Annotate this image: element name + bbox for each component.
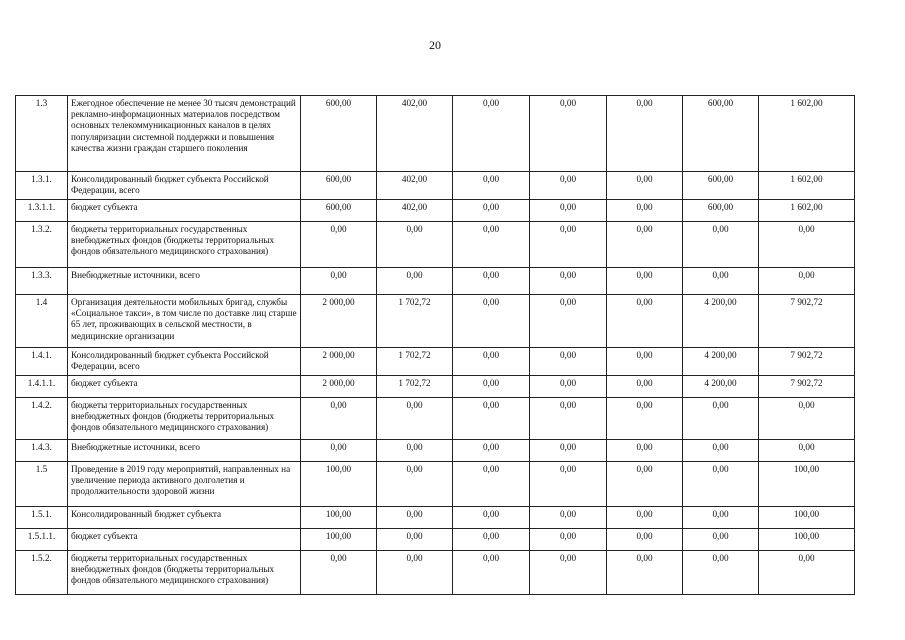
cell-value: 0,00 [377,462,453,507]
row-name: Организация деятельности мобильных бригад, службы «Социальное такси», в том числе по доставке лиц старше 65 лет, проживающих в сельской местности, в медицинские организации [68,295,301,348]
cell-value: 100,00 [301,529,377,551]
cell-value: 0,00 [530,440,607,462]
budget-table [15,95,855,595]
row-name: Внебюджетные источники, всего [68,440,301,462]
cell-value: 0,00 [453,507,530,529]
cell-value: 0,00 [530,200,607,222]
cell-value: 0,00 [683,551,759,595]
cell-value: 0,00 [530,96,607,172]
cell-value: 0,00 [607,507,683,529]
table-row [16,376,855,398]
row-name: Проведение в 2019 году мероприятий, направленных на увеличение периода активного долголетия и продолжительности здоровой жизни [68,462,301,507]
cell-value: 0,00 [301,222,377,268]
cell-value: 600,00 [301,200,377,222]
cell-value: 0,00 [301,440,377,462]
cell-value: 0,00 [607,268,683,295]
row-code: 1.4.2. [16,398,68,440]
table-row [16,551,855,595]
cell-value: 0,00 [607,172,683,200]
cell-value: 0,00 [607,398,683,440]
row-name: Ежегодное обеспечение не менее 30 тысяч демонстраций рекламно-информационных материалов посредством основных телекоммуникационных каналов в целях популяризации системной поддержки и повышения качества жизни граждан старшего поколения [68,96,301,172]
row-name: Консолидированный бюджет субъекта Российской Федерации, всего [68,172,301,200]
cell-value: 0,00 [530,551,607,595]
cell-value: 0,00 [607,529,683,551]
cell-value: 1 602,00 [759,200,855,222]
cell-value: 100,00 [759,462,855,507]
cell-value: 0,00 [377,222,453,268]
row-name: Консолидированный бюджет субъекта [68,507,301,529]
cell-value: 0,00 [683,398,759,440]
cell-value: 2 000,00 [301,295,377,348]
cell-value: 0,00 [759,440,855,462]
cell-value: 0,00 [683,529,759,551]
row-code: 1.5.1.1. [16,529,68,551]
cell-value: 1 702,72 [377,376,453,398]
row-code: 1.3.1.1. [16,200,68,222]
cell-value: 0,00 [453,440,530,462]
cell-value: 0,00 [530,268,607,295]
table-row [16,268,855,295]
row-name: бюджет субъекта [68,529,301,551]
cell-value: 0,00 [607,376,683,398]
table-row [16,398,855,440]
cell-value: 2 000,00 [301,348,377,376]
cell-value: 100,00 [301,462,377,507]
row-code: 1.4.1. [16,348,68,376]
row-code: 1.3.3. [16,268,68,295]
table-row [16,222,855,268]
cell-value: 100,00 [301,507,377,529]
row-code: 1.4 [16,295,68,348]
row-name: бюджеты территориальных государственных внебюджетных фондов (бюджеты территориальных фондов обязательного медицинского страхования) [68,398,301,440]
cell-value: 1 602,00 [759,96,855,172]
cell-value: 0,00 [377,507,453,529]
cell-value: 4 200,00 [683,295,759,348]
table-row [16,200,855,222]
cell-value: 7 902,72 [759,376,855,398]
row-code: 1.4.1.1. [16,376,68,398]
cell-value: 0,00 [530,172,607,200]
cell-value: 100,00 [759,507,855,529]
cell-value: 0,00 [530,507,607,529]
cell-value: 0,00 [301,398,377,440]
row-code: 1.5.2. [16,551,68,595]
cell-value: 0,00 [607,462,683,507]
cell-value: 0,00 [453,376,530,398]
table-row [16,96,855,172]
cell-value: 0,00 [607,551,683,595]
cell-value: 0,00 [683,222,759,268]
cell-value: 0,00 [530,529,607,551]
cell-value: 0,00 [683,440,759,462]
cell-value: 7 902,72 [759,295,855,348]
cell-value: 0,00 [607,96,683,172]
table-row [16,440,855,462]
cell-value: 0,00 [301,551,377,595]
cell-value: 600,00 [301,172,377,200]
page-number: 20 [429,38,441,52]
cell-value: 600,00 [683,200,759,222]
table-body [16,96,855,595]
cell-value: 0,00 [759,398,855,440]
cell-value: 0,00 [530,295,607,348]
cell-value: 2 000,00 [301,376,377,398]
cell-value: 0,00 [453,295,530,348]
cell-value: 0,00 [453,268,530,295]
table-row [16,172,855,200]
cell-value: 402,00 [377,200,453,222]
cell-value: 0,00 [607,348,683,376]
row-code: 1.5 [16,462,68,507]
cell-value: 0,00 [453,200,530,222]
row-code: 1.3.1. [16,172,68,200]
row-code: 1.4.3. [16,440,68,462]
cell-value: 1 602,00 [759,172,855,200]
cell-value: 0,00 [683,507,759,529]
cell-value: 600,00 [301,96,377,172]
cell-value: 0,00 [453,529,530,551]
cell-value: 0,00 [759,551,855,595]
cell-value: 0,00 [377,268,453,295]
table-row [16,295,855,348]
cell-value: 0,00 [607,222,683,268]
cell-value: 600,00 [683,96,759,172]
row-code: 1.3.2. [16,222,68,268]
cell-value: 0,00 [607,295,683,348]
cell-value: 0,00 [530,348,607,376]
cell-value: 0,00 [683,268,759,295]
row-name: бюджеты территориальных государственных внебюджетных фондов (бюджеты территориальных фондов обязательного медицинского страхования) [68,551,301,595]
cell-value: 100,00 [759,529,855,551]
cell-value: 0,00 [453,348,530,376]
cell-value: 1 702,72 [377,295,453,348]
row-name: бюджеты территориальных государственных внебюджетных фондов (бюджеты территориальных фондов обязательного медицинского страхования) [68,222,301,268]
cell-value: 0,00 [377,529,453,551]
cell-value: 0,00 [453,172,530,200]
row-name: Внебюджетные источники, всего [68,268,301,295]
cell-value: 0,00 [607,200,683,222]
cell-value: 0,00 [453,96,530,172]
cell-value: 0,00 [453,222,530,268]
cell-value: 0,00 [377,551,453,595]
table-row [16,348,855,376]
cell-value: 0,00 [530,398,607,440]
cell-value: 0,00 [453,551,530,595]
cell-value: 0,00 [530,462,607,507]
cell-value: 0,00 [377,440,453,462]
row-name: бюджет субъекта [68,200,301,222]
table-row [16,529,855,551]
cell-value: 0,00 [683,462,759,507]
row-name: бюджет субъекта [68,376,301,398]
cell-value: 0,00 [759,268,855,295]
cell-value: 402,00 [377,96,453,172]
cell-value: 4 200,00 [683,376,759,398]
cell-value: 0,00 [530,222,607,268]
cell-value: 0,00 [453,462,530,507]
cell-value: 0,00 [759,222,855,268]
cell-value: 0,00 [301,268,377,295]
cell-value: 4 200,00 [683,348,759,376]
row-code: 1.3 [16,96,68,172]
cell-value: 1 702,72 [377,348,453,376]
cell-value: 0,00 [377,398,453,440]
cell-value: 0,00 [607,440,683,462]
cell-value: 0,00 [453,398,530,440]
cell-value: 7 902,72 [759,348,855,376]
row-code: 1.5.1. [16,507,68,529]
table-row [16,507,855,529]
cell-value: 0,00 [530,376,607,398]
cell-value: 402,00 [377,172,453,200]
cell-value: 600,00 [683,172,759,200]
table-row [16,462,855,507]
row-name: Консолидированный бюджет субъекта Российской Федерации, всего [68,348,301,376]
